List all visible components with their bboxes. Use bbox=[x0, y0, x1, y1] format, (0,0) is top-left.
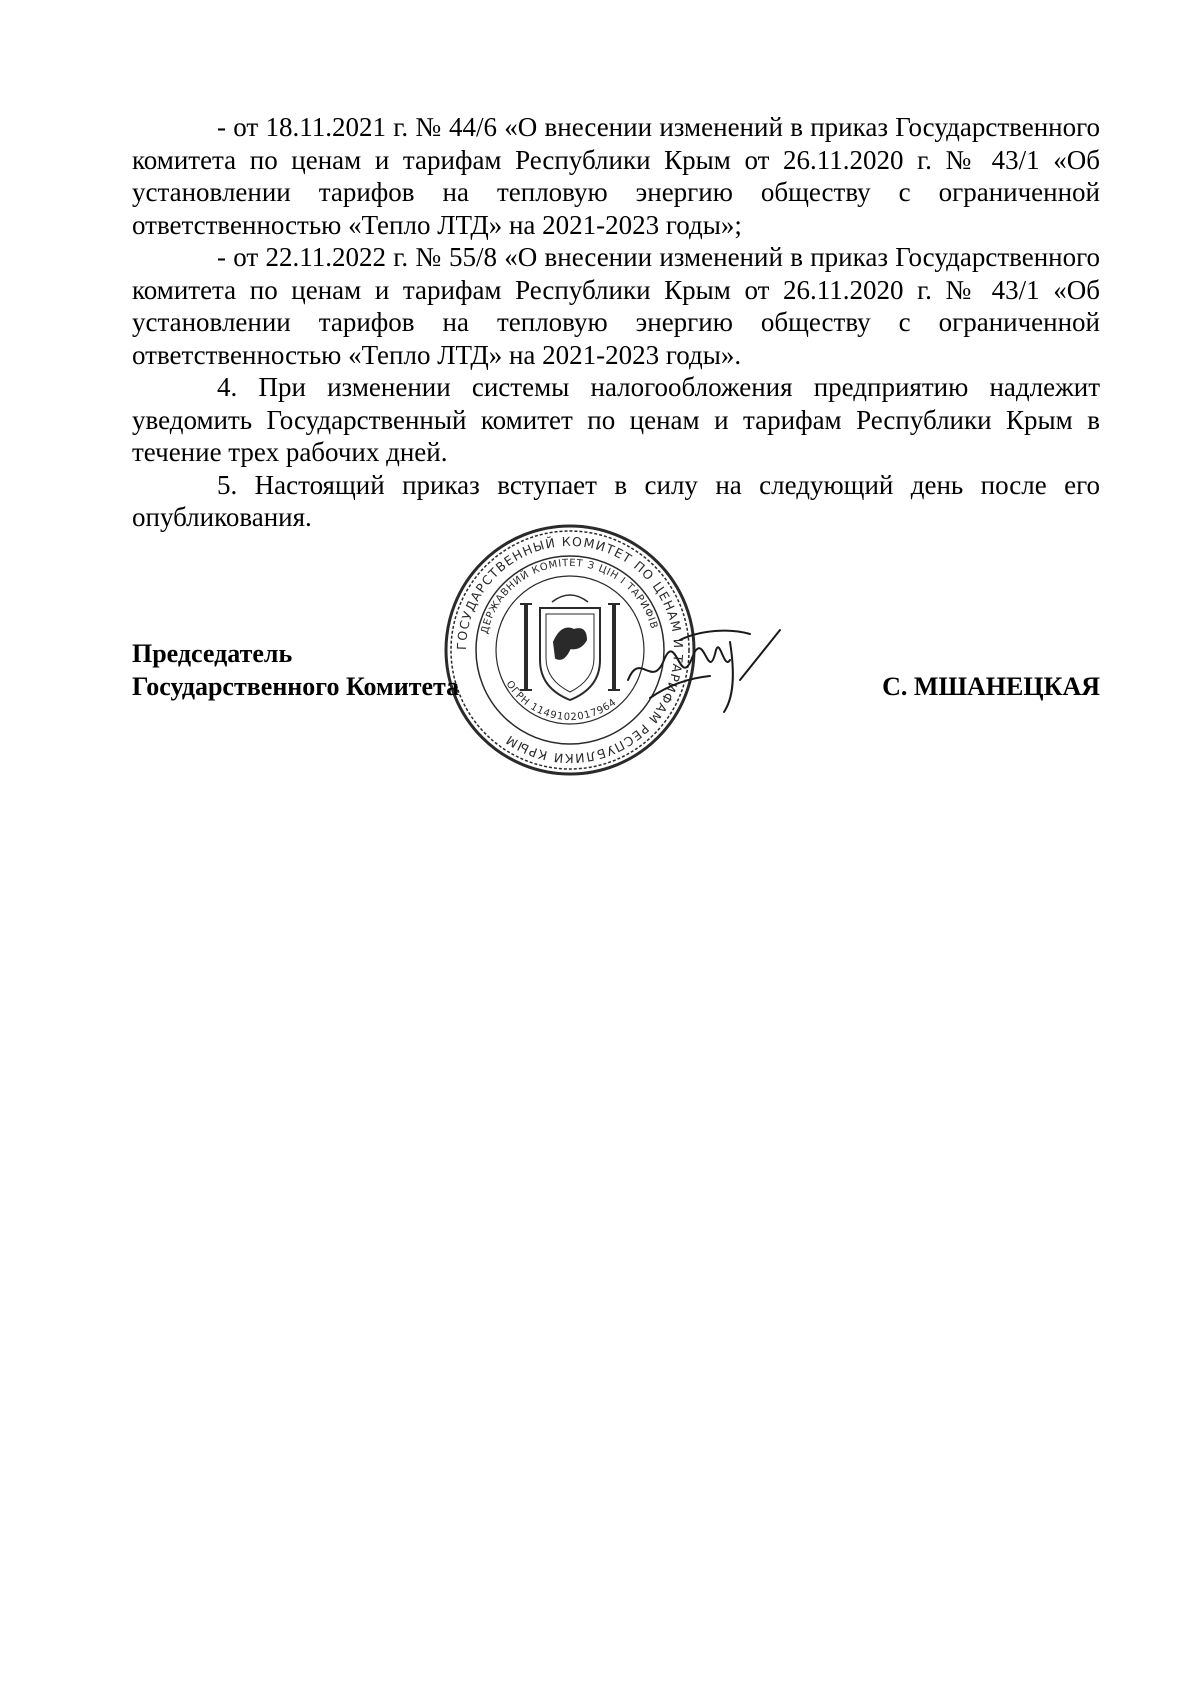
signatory-title bbox=[132, 637, 459, 703]
seal-outer-text: ГОСУДАРСТВЕННЫЙ КОМИТЕТ ПО ЦЕНАМ И ТАРИФАМ РЕСПУБЛИКИ КРЫМ bbox=[453, 533, 687, 767]
document-body bbox=[132, 111, 1100, 534]
seal-inner-text: ДЕРЖАВНИЙ КОМІТЕТ З ЦІН І ТАРИФІВ bbox=[479, 557, 660, 636]
signatory-title-line1: Председатель bbox=[132, 639, 293, 668]
coat-of-arms-icon bbox=[520, 595, 620, 700]
paragraph-amendment-2022: - от 22.11.2022 г. № 55/8 «О внесении изменений в приказ Государственного комитета по ценам и тарифам Республики Крым от 26.11.2020 г. № 43/1 «Об установлении тарифов на тепловую энергию обществу с ограниченной ответственностью «Тепло ЛТД» на 2021-2023 годы». bbox=[132, 242, 1100, 370]
paragraph-tax-notice: 4. При изменении системы налогообложения предприятию надлежит уведомить Государственный комитет по ценам и тарифам Республики Крым в течение трех рабочих дней. bbox=[132, 372, 1100, 467]
handwritten-signature bbox=[620, 620, 790, 720]
signatory-title-line2: Государственного Комитета bbox=[132, 672, 460, 701]
paragraph-amendment-2021: - от 18.11.2021 г. № 44/6 «О внесении изменений в приказ Государственного комитета по ценам и тарифам Республики Крым от 26.11.2020 г. № 43/1 «Об установлении тарифов на тепловую энергию обществу с ограниченной ответственностью «Тепло ЛТД» на 2021-2023 годы»; bbox=[132, 112, 1100, 240]
paragraph-entry-into-force: 5. Настоящий приказ вступает в силу на следующий день после его опубликования. bbox=[132, 469, 1100, 532]
signatory-name: С. МШАНЕЦКАЯ bbox=[882, 672, 1100, 701]
seal-bottom-text: ОГРН 1149102017964 bbox=[503, 678, 619, 724]
